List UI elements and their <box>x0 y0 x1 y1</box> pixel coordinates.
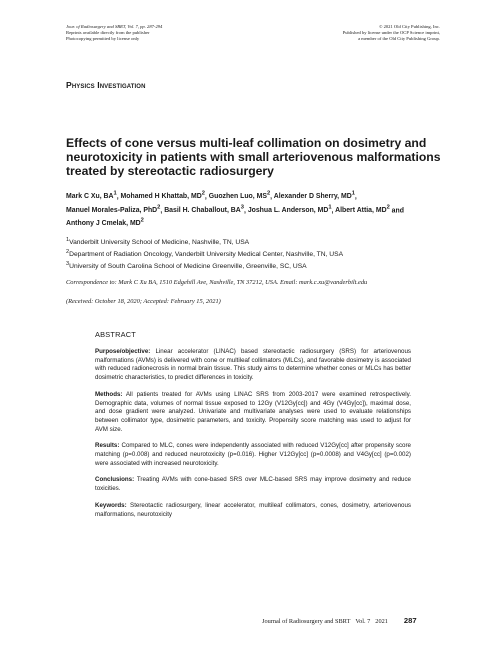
reprint-note: Reprints available directly from the publisher <box>66 29 150 35</box>
author: Mohamed H Khattab, $MD^2$ <box>120 191 205 201</box>
author-list: Mark C Xu, $BA^1$, Mohamed H Khattab, $MD^2$, Guozhen Luo, $MS^2$, Alexander D Sherry, $MD^1$, Manuel Morales-Paliza, PhD$^2$, Basil H. Chaballout, $BA^3$, Joshua L. Anderson, $MD^1$, Albert Attia, $MD^2$ and Anthony J Cmelak, $MD^2$ <box>66 191 404 228</box>
running-header-right <box>343 24 440 41</box>
copyright-line: © 2021 Old City Publishing, Inc. <box>378 24 440 29</box>
footer-journal: Journal of Radiosurgery and SBRT <box>262 618 351 625</box>
abstract-results: Results: Compared to MLC, cones were independently associated with reduced V12Gy[cc] after propensity score matching (p=0.008) and reduced neurotoxicity (p=0.016). Higher V12Gy[cc] (p=0.0008) and V4Gy[cc] (p=0.002) were associated with increased neurotoxicity. <box>95 442 411 467</box>
author: Joshua L. Anderson, $MD^1$ <box>247 204 332 214</box>
abstract-methods-label: Methods: <box>95 390 123 398</box>
author: Manuel Morales-Paliza, PhD$^2$ <box>66 204 161 214</box>
author: Alexander D Sherry, $MD^1$ <box>273 191 355 201</box>
author: Mark C Xu, $BA^1$ <box>66 191 117 201</box>
abstract-conclusions: Conclusions: Treating AVMs with cone-based SRS over MLC-based SRS may improve dosimetry and reduce toxicities. <box>95 476 411 493</box>
license-line: Published by license under the OCP Science imprint, <box>342 29 440 35</box>
abstract-keywords-label: Keywords: <box>95 501 127 509</box>
abstract-heading: ABSTRACT <box>95 330 137 339</box>
abstract-keywords: Keywords: Stereotactic radiosurgery, linear accelerator, multileaf collimators, cones, dosimetry, arteriovenous malformations, neurotoxicity <box>95 501 411 518</box>
footer-year: 2021 <box>375 618 388 625</box>
page-number: 287 <box>403 616 417 625</box>
author: Anthony J Cmelak, $MD^2$ <box>66 218 144 228</box>
abstract-methods: Methods: All patients treated for AVMs using LINAC SRS from 2003-2017 were examined retrospectively. Demographic data, volumes of normal tissue exposed to 12Gy (V12Gy[cc]) and 4Gy (V4Gy[cc]), maximal dose, and dose gradient were analyzed. Univariate and multivariate analyses were used to evaluate relationships between collimator type, dosimetric parameters, and toxicity. Propensity score matching was used to adjust for AVM size. <box>95 390 411 433</box>
abstract-purpose-label: Purpose/objective: <box>95 348 151 355</box>
affiliation-list <box>66 236 446 271</box>
abstract-conclusions-label: Conclusions: <box>95 476 135 484</box>
affiliation: $^2$Department of Radiation Oncology, Vanderbilt University Medical Center, Nashville, TN, USA <box>66 248 344 259</box>
abstract-purpose: Purpose/objective: Linear accelerator (LINAC) based stereotactic radiosurgery (SRS) for arteriovenous malformations (AVMs) is delivered with cone or multileaf collimators (MLCs), and favorable dosimetry is associated with reduced radionecrosis in normal brain tissue. This study aims to determine whether cones or MLCs has better dosimetric characteristics, to predict differences in toxicity. <box>95 348 411 382</box>
affiliation: $^1$Vanderbilt University School of Medicine, Nashville, TN, USA <box>66 237 250 247</box>
received-accepted-dates: (Received: October 18, 2020; Accepted: February 15, 2021) <box>66 298 221 305</box>
author: Guozhen Luo, $MS^2$ <box>208 191 271 201</box>
abstract-results-label: Results: <box>95 442 120 450</box>
article-title: Effects of cone versus multi-leaf collimation on dosimetry and neurotoxicity in patients with small arteriovenous malformations treated by stereotactic radiosurgery <box>66 136 441 179</box>
photocopy-note: Photocopying permitted by license only <box>66 35 140 41</box>
running-header-left <box>66 24 162 41</box>
publisher-group-line: a member of the Old City Publishing Group. <box>358 35 440 41</box>
affiliation: $^3$University of South Carolina School of Medicine Greenville, Greenville, SC, USA <box>66 260 307 270</box>
correspondence: Correspondence to: Mark C Xu BA, 1510 Edgehill Ave, Nashville, TN 37212, USA. Email: mark.c.xu@vanderbilt.edu <box>66 279 368 286</box>
author: Basil H. Chaballout, $BA^3$ <box>164 204 244 214</box>
author: Albert Attia, $MD^2$ <box>335 204 390 214</box>
footer-volume: Vol. 7 <box>355 618 371 625</box>
page-footer <box>262 616 417 625</box>
journal-citation: Jour. of Radiosurgery and SBRT, Vol. 7, pp. 287-294 <box>66 24 163 29</box>
section-label: Physics Investigation <box>66 80 146 90</box>
abstract <box>95 330 411 527</box>
